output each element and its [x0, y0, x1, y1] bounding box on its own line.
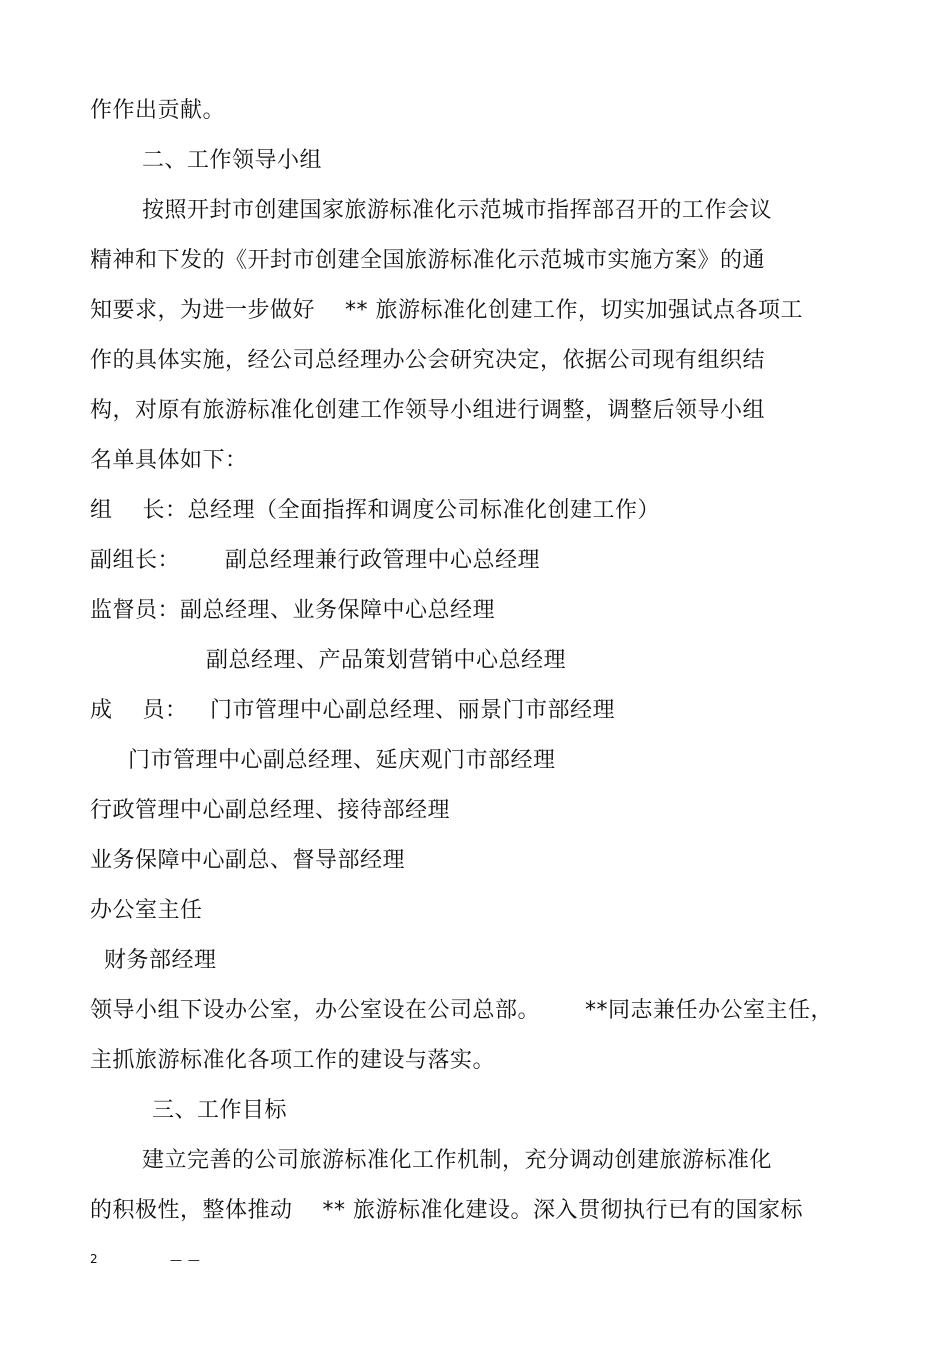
text-line: 名单具体如下：: [90, 448, 248, 473]
text-line: 领导小组下设办公室，办公室设在公司总部。 **同志兼任办公室主任，: [90, 998, 833, 1023]
text-line: 按照开封市创建国家旅游标准化示范城市指挥部召开的工作会议: [142, 198, 773, 223]
page-number: 2: [90, 1252, 98, 1266]
member-line: 门市管理中心副总经理、延庆观门市部经理: [128, 748, 556, 773]
text-line: 精神和下发的《开封市创建全国旅游标准化示范城市实施方案》的通: [90, 248, 766, 273]
text-line: 构，对原有旅游标准化创建工作领导小组进行调整，调整后领导小组: [90, 398, 766, 423]
member-line: 业务保障中心副总、督导部经理: [90, 848, 406, 873]
supervisor-line: 副总经理、产品策划营销中心总经理: [206, 648, 567, 673]
text-line: 作作出贡献。: [90, 98, 226, 123]
footer-dashes: — —: [170, 1253, 201, 1267]
member-line: 行政管理中心副总经理、接待部经理: [90, 798, 451, 823]
text-line: 的积极性，整体推动 ** 旅游标准化建设。深入贯彻执行已有的国家标: [90, 1198, 803, 1223]
text-line: 主抓旅游标准化各项工作的建设与落实。: [90, 1048, 496, 1073]
text-line: 知要求，为进一步做好 ** 旅游标准化创建工作，切实加强试点各项工: [90, 298, 803, 323]
member-line: 办公室主任: [90, 898, 203, 923]
text-line: 建立完善的公司旅游标准化工作机制，充分调动创建旅游标准化: [142, 1148, 773, 1173]
member-line: 成 员： 门市管理中心副总经理、丽景门市部经理: [90, 698, 615, 723]
deputy-leader-line: 副组长： 副总经理兼行政管理中心总经理: [90, 548, 540, 573]
section-heading: 三、工作目标: [152, 1098, 288, 1123]
section-heading: 二、工作领导小组: [142, 148, 323, 173]
text-line: 作的具体实施，经公司总经理办公会研究决定，依据公司现有组织结: [90, 348, 766, 373]
supervisor-line: 监督员：副总经理、业务保障中心总经理: [90, 598, 496, 623]
member-line: 财务部经理: [104, 948, 217, 973]
team-leader-line: 组 长：总经理（全面指挥和调度公司标准化创建工作）: [90, 498, 660, 523]
